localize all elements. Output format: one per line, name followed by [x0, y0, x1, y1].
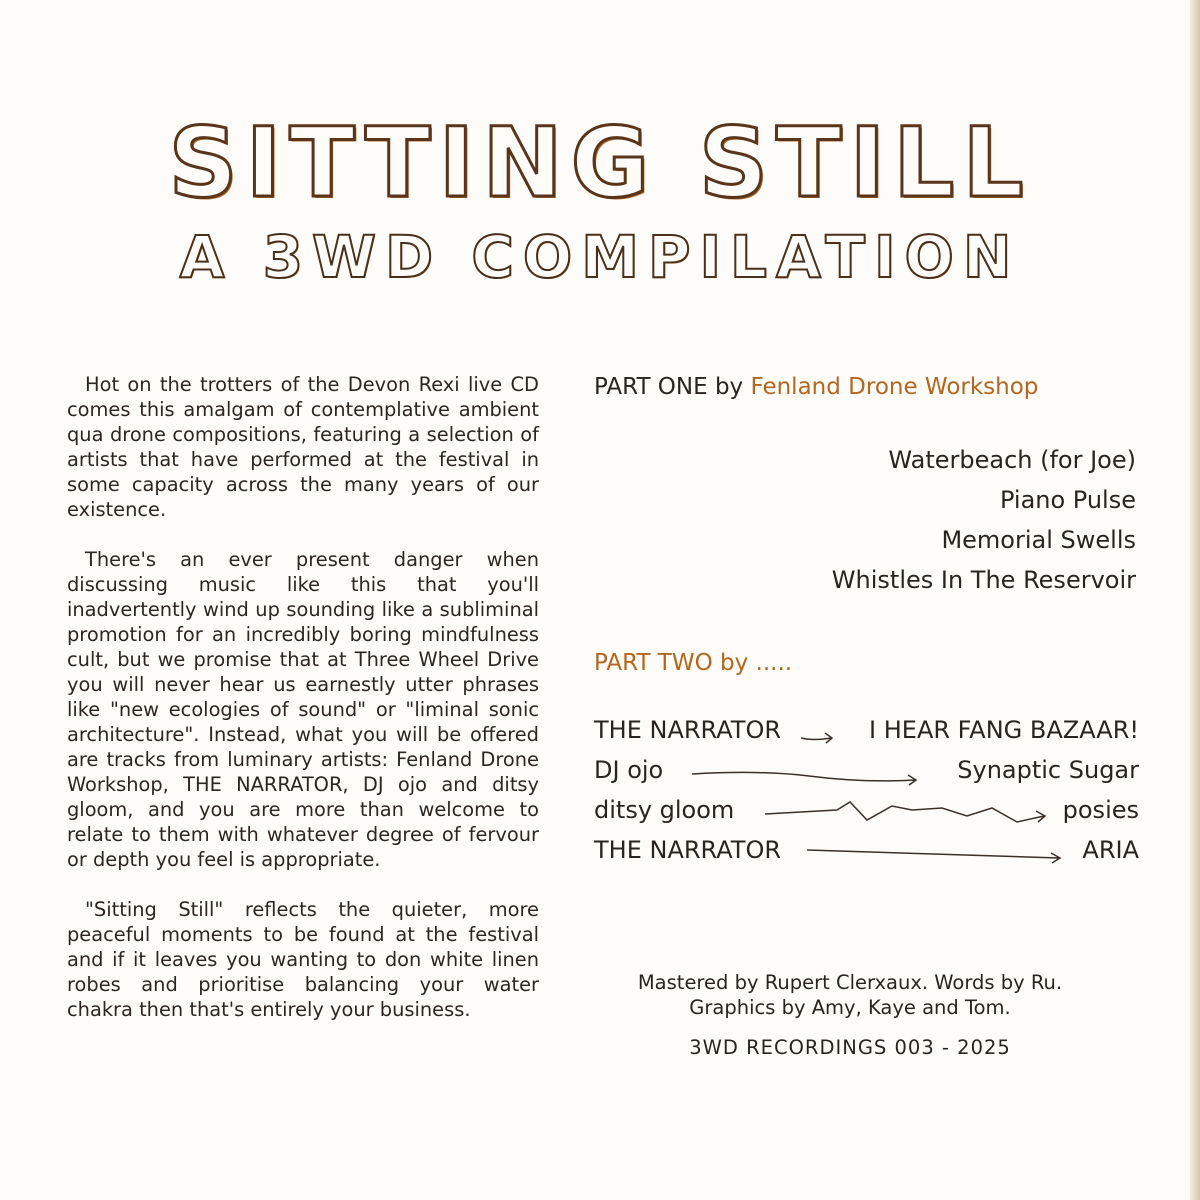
part-one-tracklist	[596, 440, 1136, 600]
track-item: Piano Pulse	[999, 486, 1136, 514]
liner-paragraph-2: There's an ever present danger when discussing music like this that you'll inadvertently wind up sounding like a subliminal promotion for an incredibly boring mindfulness cult, but we promise that at Three Wheel Drive you will never hear us earnestly utter phrases like "new ecologies of sound" or "liminal sonic architecture". Instead, what you will be offered are tracks from luminary artists: Fenland Drone Workshop, THE NARRATOR, DJ ojo and ditsy gloom, and you are more than welcome to relate to them with whatever degree of fervour or depth you feel is appropriate.	[67, 548, 539, 871]
album-title: SITTING STILL	[168, 107, 1032, 219]
arrow-icon	[762, 796, 1052, 832]
arrow-icon	[689, 756, 924, 792]
pair-artist: DJ ojo	[594, 756, 664, 784]
arrow-icon	[799, 716, 839, 752]
pair-row	[594, 836, 1139, 872]
pair-track: posies	[1062, 796, 1139, 824]
credits-line-2: Graphics by Amy, Kaye and Tom.	[689, 996, 1011, 1019]
arrow-icon	[804, 836, 1066, 872]
pair-artist: ditsy gloom	[594, 796, 735, 824]
credits-line-1: Mastered by Rupert Clerxaux. Words by Ru.	[637, 971, 1063, 994]
pair-row	[594, 756, 1139, 792]
pair-track: ARIA	[1082, 836, 1139, 864]
part-two-heading: PART TWO by .....	[594, 650, 793, 676]
part-one-heading	[594, 374, 1038, 400]
pair-track: Synaptic Sugar	[957, 756, 1139, 784]
liner-paragraph-3: "Sitting Still" reflects the quieter, more peaceful moments to be found at the festival and if it leaves you wanting to don white linen robes and prioritise balancing your water chakra then that's entirely your business.	[67, 898, 539, 1021]
part-one-artist: Fenland Drone Workshop	[750, 374, 1039, 400]
credits	[560, 970, 1140, 1020]
pair-row	[594, 796, 1139, 832]
track-item: Whistles In The Reservoir	[831, 566, 1136, 594]
part-one-label: PART ONE by	[594, 374, 744, 400]
pair-artist: THE NARRATOR	[594, 716, 782, 744]
track-item: Waterbeach (for Joe)	[888, 446, 1136, 474]
track-item: Memorial Swells	[941, 526, 1136, 554]
pair-row	[594, 716, 1139, 752]
catalog-number: 3WD RECORDINGS 003 - 2025	[689, 1036, 1011, 1059]
pair-artist: THE NARRATOR	[594, 836, 782, 864]
album-subtitle: A 3WD COMPILATION	[179, 223, 1021, 291]
liner-notes	[67, 372, 539, 1047]
liner-paragraph-1: Hot on the trotters of the Devon Rexi live CD comes this amalgam of contemplative ambient qua drone compositions, featuring a selection of artists that have performed at the festival in some capacity across the many years of our existence.	[67, 373, 539, 521]
pair-track: I HEAR FANG BAZAAR!	[869, 716, 1139, 744]
